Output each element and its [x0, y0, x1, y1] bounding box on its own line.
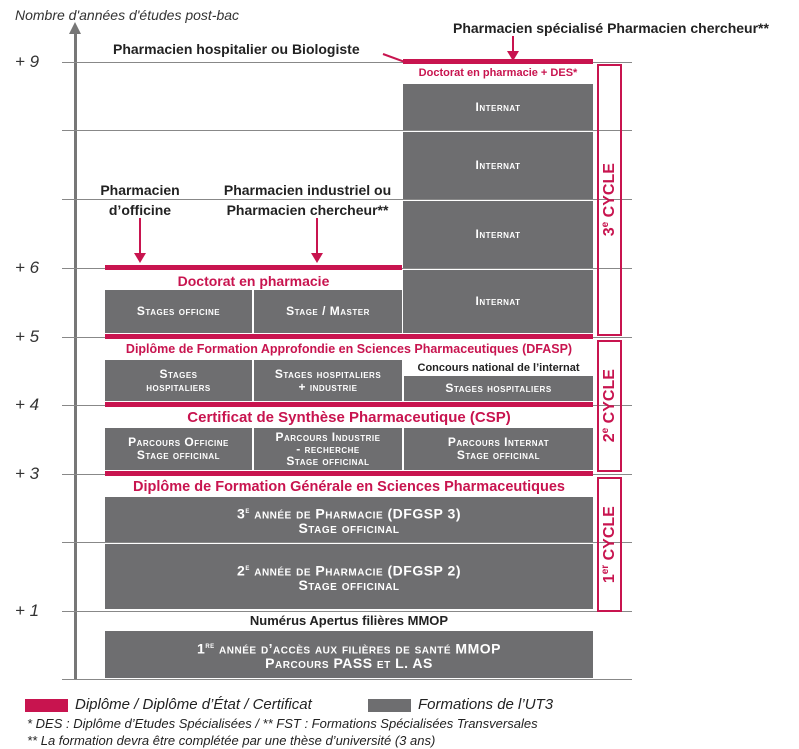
arrowhead-officine	[134, 253, 146, 263]
axis-title: Nombre d'années d'études post-bac	[15, 7, 240, 23]
stages-hosp-ind-line2: + industrie	[298, 379, 358, 394]
diploma-dfasp: Diplôme de Formation Approfondie en Sciences Pharmaceutiques (DFASP)	[125, 342, 573, 356]
annee2-line2: Stage officinal	[298, 577, 400, 594]
legend-swatch-formations	[368, 699, 411, 712]
parcours-officine-line2: Stage officinal	[136, 448, 221, 462]
parcours-officine-line1: Parcours Officine	[128, 435, 229, 449]
block-annee-2	[105, 544, 593, 609]
grid-line	[62, 542, 632, 543]
diploma-dfgsp: Diplôme de Formation Générale en Sciences Pharmaceutiques	[133, 479, 565, 495]
y-axis-line	[74, 30, 77, 680]
legend-swatch-diplome	[25, 699, 68, 712]
annee3-line2: Stage officinal	[298, 520, 400, 537]
block-stages-hosp-industrie	[254, 360, 402, 401]
diploma-bar-des	[403, 59, 593, 64]
cycle-2-box	[597, 340, 622, 472]
cycle-1-box	[597, 477, 622, 612]
tick-label: + 9	[15, 52, 40, 71]
block-stages-officine: Stages officine	[105, 290, 252, 333]
diploma-bar-csp	[105, 402, 593, 407]
footnote-these: ** La formation devra être complétée par une thèse d’université (3 ans)	[27, 733, 436, 748]
annee3-line1: 3e année de Pharmacie (DFGSP 3)	[237, 504, 461, 522]
block-internat-2: Internat	[403, 132, 593, 199]
block-annee-3	[105, 497, 593, 542]
block-internat-1: Internat	[403, 84, 593, 130]
block-internat-4: Internat	[403, 270, 593, 333]
stages-hosp-line2: hospitaliers	[146, 379, 211, 394]
stages-hosp-ind-line1: Stages hospitaliers	[274, 366, 382, 381]
block-parcours-internat	[404, 428, 593, 470]
block-stages-hospitaliers-4a	[105, 360, 252, 401]
career-officine-line1: Pharmacien	[100, 182, 180, 198]
stages-hosp-line1: Stages	[159, 366, 198, 381]
numerus-apertus: Numérus Apertus filières MMOP	[249, 613, 449, 628]
block-parcours-industrie	[254, 428, 402, 470]
diploma-doctorat-des: Doctorat en pharmacie + DES*	[418, 67, 578, 79]
legend-diplome: Diplôme / Diplôme d’État / Certificat	[75, 696, 312, 713]
career-pharmacien-hospitalier: Pharmacien hospitalier ou Biologiste	[113, 41, 360, 57]
block-internat-3: Internat	[403, 201, 593, 268]
arrowhead-industriel	[311, 253, 323, 263]
parcours-internat-line2: Stage officinal	[456, 448, 541, 462]
parcours-industrie-line3: Stage officinal	[286, 454, 370, 468]
career-industriel-line1: Pharmacien industriel ou	[223, 182, 392, 198]
career-pharmacien-industriel	[210, 180, 405, 220]
arrow-industriel	[316, 218, 318, 254]
diploma-bar-doctorat	[105, 265, 402, 270]
career-pharmacien-specialise: Pharmacien spécialisé Pharmacien chercheur**	[453, 20, 769, 36]
tick-label: + 6	[15, 258, 40, 277]
parcours-industrie-line2: - recherche	[296, 442, 360, 456]
tick-label: + 3	[15, 464, 40, 483]
legend-formations: Formations de l’UT3	[418, 696, 554, 713]
grid-line	[62, 679, 632, 680]
block-annee-1	[105, 631, 593, 678]
arrow-officine	[139, 218, 141, 254]
concours-label: Concours national de l’internat	[404, 360, 593, 376]
block-concours-internat	[404, 360, 593, 401]
parcours-internat-line1: Parcours Internat	[447, 435, 550, 449]
tick-label: + 5	[15, 327, 40, 346]
cycle-3-box	[597, 64, 622, 336]
diploma-bar-dfgsp	[105, 471, 593, 476]
tick-label: + 4	[15, 395, 40, 414]
grid-line	[62, 130, 632, 131]
career-officine-line2: d’officine	[108, 202, 172, 218]
career-pharmacien-officine	[95, 180, 185, 220]
stages-hospitaliers-internat: Stages hospitaliers	[404, 376, 593, 401]
cycle-3-label: 3e CYCLE	[599, 163, 619, 237]
diploma-bar-dfasp	[105, 334, 593, 339]
cycle-2-label: 2e CYCLE	[599, 369, 619, 443]
block-parcours-officine	[105, 428, 252, 470]
tick-label: + 1	[15, 601, 40, 620]
y-axis-arrow	[69, 22, 81, 34]
footnote-des: * DES : Diplôme d’Etudes Spécialisées / ** FST : Formations Spécialisées Transversales	[27, 716, 538, 731]
arrow-specialise	[512, 36, 514, 52]
parcours-industrie-line1: Parcours Industrie	[275, 430, 381, 444]
cycle-1-label: 1er CYCLE	[599, 505, 619, 584]
grid-line	[62, 611, 632, 612]
annee1-line2: Parcours PASS et L. AS	[265, 655, 433, 672]
block-stage-master: Stage / Master	[254, 290, 402, 333]
diploma-csp: Certificat de Synthèse Pharmaceutique (CSP)	[187, 409, 511, 426]
career-industriel-line2: Pharmacien chercheur**	[226, 202, 389, 218]
diploma-doctorat: Doctorat en pharmacie	[177, 273, 330, 289]
annee2-line1: 2e année de Pharmacie (DFGSP 2)	[237, 561, 461, 579]
annee1-line1: 1re année d’accès aux filières de santé MMOP	[197, 639, 501, 657]
